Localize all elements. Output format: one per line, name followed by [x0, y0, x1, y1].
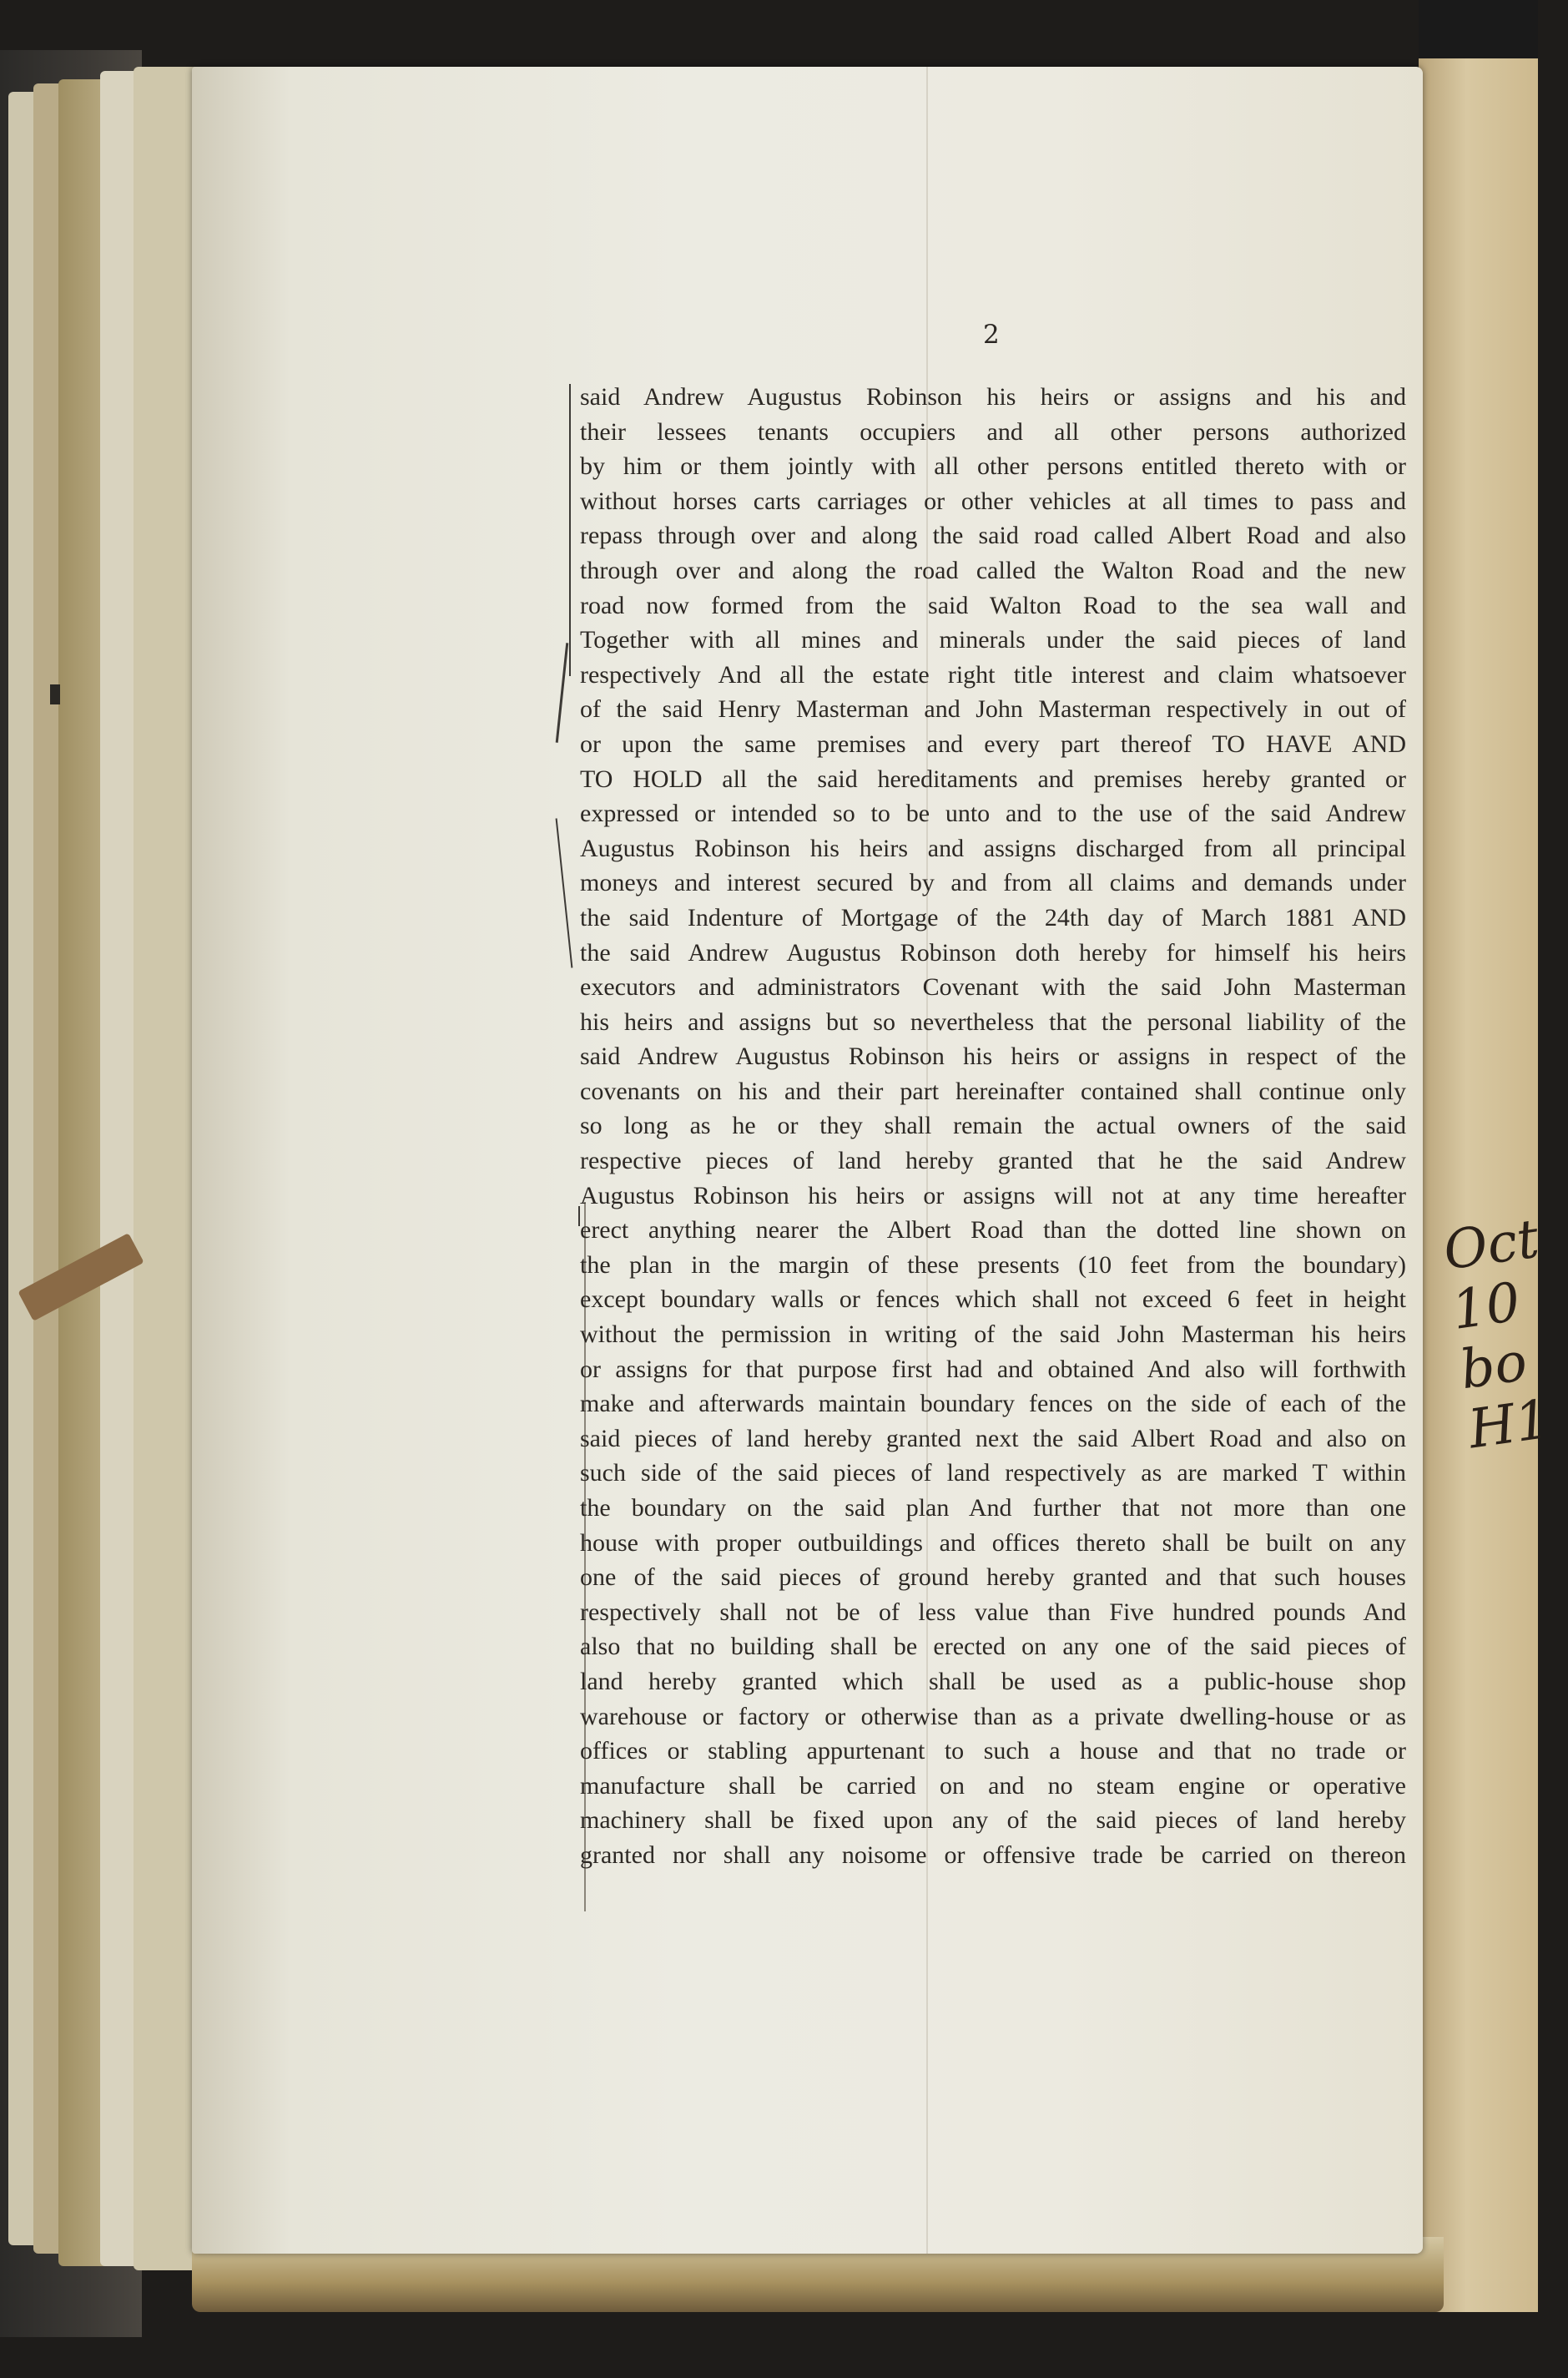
text-line: moneys and interest secured by and from all claims and demands under [580, 869, 1406, 897]
text-line: said Andrew Augustus Robinson his heirs or assigns and his and [580, 383, 1406, 411]
text-line: said pieces of land hereby granted next the said Albert Road and also on [580, 1424, 1406, 1452]
text-line: erect anything nearer the Albert Road than the dotted line shown on [580, 1216, 1406, 1245]
pencil-margin-mark [569, 384, 571, 676]
text-line: or upon the same premises and every part thereof TO HAVE AND [580, 730, 1406, 758]
text-line: executors and administrators Covenant with the said John Masterman [580, 973, 1406, 1002]
text-line: expressed or intended so to be unto and to the use of the said Andrew [580, 800, 1406, 828]
text-line: through over and along the road called the Walton Road and the new [580, 556, 1406, 584]
text-line: make and afterwards maintain boundary fences on the side of each of the [580, 1390, 1406, 1418]
text-line: land hereby granted which shall be used as a public-house shop [580, 1667, 1406, 1695]
text-line: granted nor shall any noisome or offensive trade be carried on thereon [580, 1840, 1406, 1869]
text-line: the said Andrew Augustus Robinson doth hereby for himself his heirs [580, 938, 1406, 967]
margin-note-line-2: bo H1 [1456, 1330, 1554, 1462]
text-line: without horses carts carriages or other vehicles at all times to pass and [580, 487, 1406, 515]
text-line: respective pieces of land hereby granted that he the said Andrew [580, 1147, 1406, 1175]
text-line: the plan in the margin of these presents (10 feet from the boundary) [580, 1250, 1406, 1279]
adjacent-page [1419, 58, 1538, 2312]
binding-tab [50, 684, 60, 704]
text-line: of the said Henry Masterman and John Masterman respectively in out of [580, 695, 1406, 724]
text-line: respectively And all the estate right title interest and claim whatsoever [580, 660, 1406, 689]
text-line: their lessees tenants occupiers and all other persons authorized [580, 417, 1406, 446]
text-line: offices or stabling appurtenant to such a house and that no trade or [580, 1737, 1406, 1765]
text-line: his heirs and assigns but so nevertheless that the personal liability of the [580, 1007, 1406, 1036]
text-line: road now formed from the said Walton Road to the sea wall and [580, 591, 1406, 619]
text-line: the said Indenture of Mortgage of the 24th day of March 1881 AND [580, 903, 1406, 932]
text-line: said Andrew Augustus Robinson his heirs or assigns in respect of the [580, 1043, 1406, 1071]
text-line: without the permission in writing of the said John Masterman his heirs [580, 1320, 1406, 1349]
deed-text [580, 380, 1414, 1873]
text-line: Augustus Robinson his heirs and assigns discharged from all principal [580, 834, 1406, 862]
text-line: machinery shall be fixed upon any of the said pieces of land hereby [580, 1806, 1406, 1835]
text-line: such side of the said pieces of land respectively as are marked T within [580, 1459, 1406, 1487]
background-dark [1419, 0, 1538, 67]
text-line: covenants on his and their part hereinafter contained shall continue only [580, 1077, 1406, 1105]
text-line: except boundary walls or fences which shall not exceed 6 feet in height [580, 1285, 1406, 1314]
text-line: Augustus Robinson his heirs or assigns will not at any time hereafter [580, 1181, 1406, 1209]
text-line: so long as he or they shall remain the actual owners of the said [580, 1112, 1406, 1140]
text-line: the boundary on the said plan And further that not more than one [580, 1494, 1406, 1522]
text-line: by him or them jointly with all other persons entitled thereto with or [580, 452, 1406, 481]
text-line: warehouse or factory or otherwise than as a private dwelling-house or as [580, 1702, 1406, 1730]
text-line: or assigns for that purpose first had and obtained And also will forthwith [580, 1355, 1406, 1383]
margin-note-line-1: Oct 10 [1439, 1208, 1543, 1342]
text-line: Together with all mines and minerals under the said pieces of land [580, 626, 1406, 654]
text-line: repass through over and along the said road called Albert Road and also [580, 522, 1406, 550]
text-line: manufacture shall be carried on and no steam engine or operative [580, 1771, 1406, 1800]
page-number: 2 [983, 320, 1000, 350]
text-line: house with proper outbuildings and offices thereto shall be built on any [580, 1528, 1406, 1557]
text-line: respectively shall not be of less value than Five hundred pounds And [580, 1598, 1406, 1626]
text-line: one of the said pieces of ground hereby granted and that such houses [580, 1563, 1406, 1592]
text-line: TO HOLD all the said hereditaments and premises hereby granted or [580, 765, 1406, 793]
text-line: also that no building shall be erected on any one of the said pieces of [580, 1633, 1406, 1661]
